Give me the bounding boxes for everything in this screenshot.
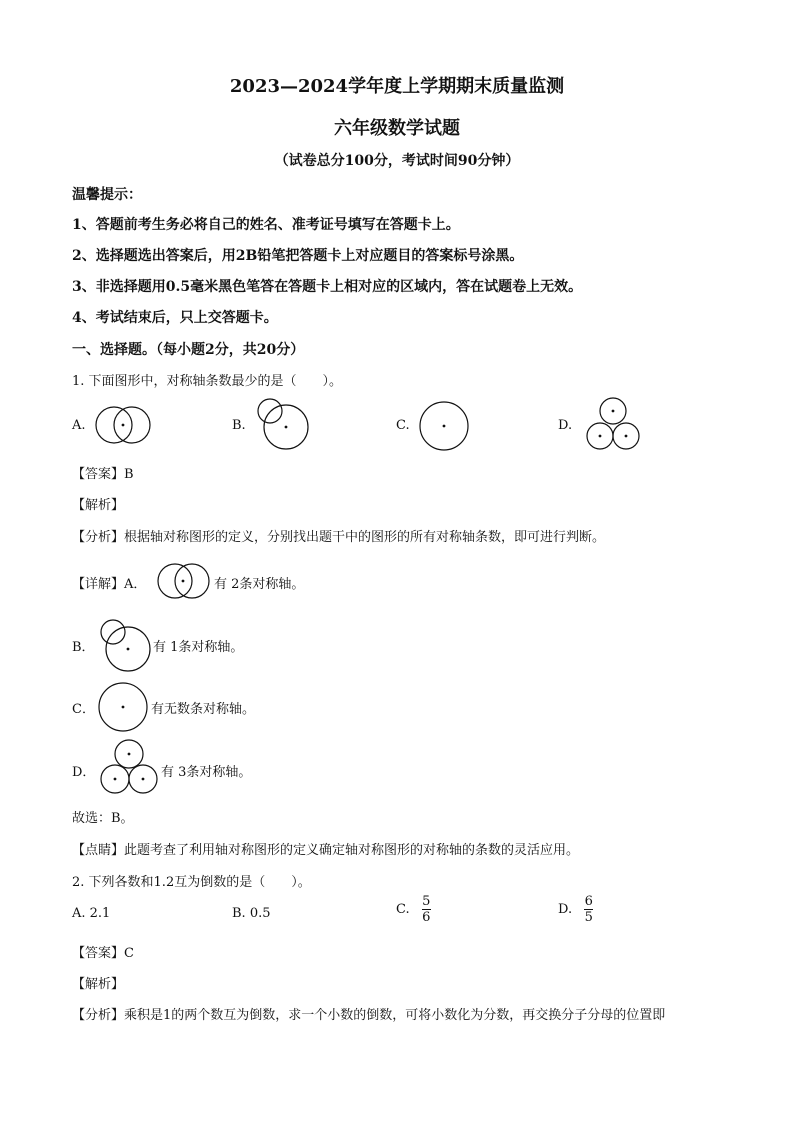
q1-detail-d: 有 3条对称轴。 — [161, 765, 252, 780]
q1-option-a-figure — [92, 403, 156, 447]
q1-option-a-label: A. — [72, 418, 86, 433]
q1-detail-a: 有 2条对称轴。 — [214, 577, 305, 592]
q2-option-c-denominator: 6 — [422, 910, 431, 925]
q1-answer: 【答案】B — [72, 467, 134, 482]
tip-item-4: 4、考试结束后，只上交答题卡。 — [72, 310, 278, 326]
q1-comment: 【点睛】此题考查了利用轴对称图形的定义确定轴对称图形的对称轴的条数的灵活应用。 — [72, 843, 580, 858]
q2-option-c-label: C. — [396, 902, 410, 917]
q1-detail-b: 有 1条对称轴。 — [153, 640, 244, 655]
q1-detail-c-figure — [95, 680, 151, 734]
q1-detail-b-label: B． — [72, 640, 95, 655]
tip-item-2: 2、选择题选出答案后，用2B铅笔把答题卡上对应题目的答案标号涂黑。 — [72, 248, 524, 264]
q2-analysis-label: 【解析】 — [72, 977, 125, 992]
exam-title: 2023—2024学年度上学期期末质量监测 — [229, 76, 565, 97]
q2-option-d-numerator: 6 — [584, 894, 593, 909]
q2-option-c-numerator: 5 — [422, 894, 431, 909]
q1-detail-c: 有无数条对称轴。 — [151, 702, 256, 717]
tips-heading: 温馨提示： — [72, 187, 142, 203]
q1-option-b-label: B. — [232, 418, 246, 433]
tip-item-3: 3、非选择题用0.5毫米黑色笔答在答题卡上相对应的区域内，答在试题卷上无效。 — [72, 279, 583, 295]
q1-detail-label: 【详解】A． — [72, 577, 147, 592]
q1-detail-c-label: C． — [72, 702, 95, 717]
exam-note: （试卷总分100分，考试时间90分钟） — [274, 153, 520, 169]
q2-analysis: 【分析】乘积是1的两个数互为倒数，求一个小数的倒数，可将小数化为分数，再交换分子分母的位置即 — [72, 1008, 666, 1023]
q1-detail-d-label: D． — [72, 765, 96, 780]
section-heading: 一、选择题。（每小题2分，共20分） — [72, 342, 305, 358]
q1-option-b-figure — [250, 395, 314, 455]
q2-option-d-fraction — [584, 894, 593, 925]
q1-choice: 故选：B。 — [72, 811, 134, 826]
q1-option-d-figure — [582, 396, 644, 452]
q1-detail-a-figure — [154, 560, 214, 602]
q1-option-d-label: D. — [558, 418, 573, 433]
q2-stem: 2. 下列各数和1.2互为倒数的是（ ）。 — [72, 875, 311, 890]
q1-option-c-figure — [416, 398, 472, 454]
q1-option-c-label: C. — [396, 418, 410, 433]
q2-answer: 【答案】C — [72, 946, 134, 961]
q1-analysis-label: 【解析】 — [72, 498, 125, 513]
q2-option-d-label: D. — [558, 902, 573, 917]
q2-option-d-denominator: 5 — [584, 910, 593, 925]
q2-option-c-fraction — [422, 894, 431, 925]
q2-option-a: A. 2.1 — [72, 906, 111, 921]
q2-option-c — [396, 894, 431, 925]
q2-option-d — [558, 894, 593, 925]
q1-analysis: 【分析】根据轴对称图形的定义，分别找出题干中的图形的所有对称轴条数，即可进行判断。 — [72, 530, 606, 545]
q1-detail-b-figure — [96, 617, 154, 673]
q1-detail-d-figure — [98, 738, 160, 796]
q1-stem: 1. 下面图形中，对称轴条数最少的是（ ）。 — [72, 374, 343, 389]
tip-item-1: 1、答题前考生务必将自己的姓名、准考证号填写在答题卡上。 — [72, 217, 460, 233]
q2-option-b: B. 0.5 — [232, 906, 271, 921]
exam-subtitle: 六年级数学试题 — [334, 118, 460, 139]
